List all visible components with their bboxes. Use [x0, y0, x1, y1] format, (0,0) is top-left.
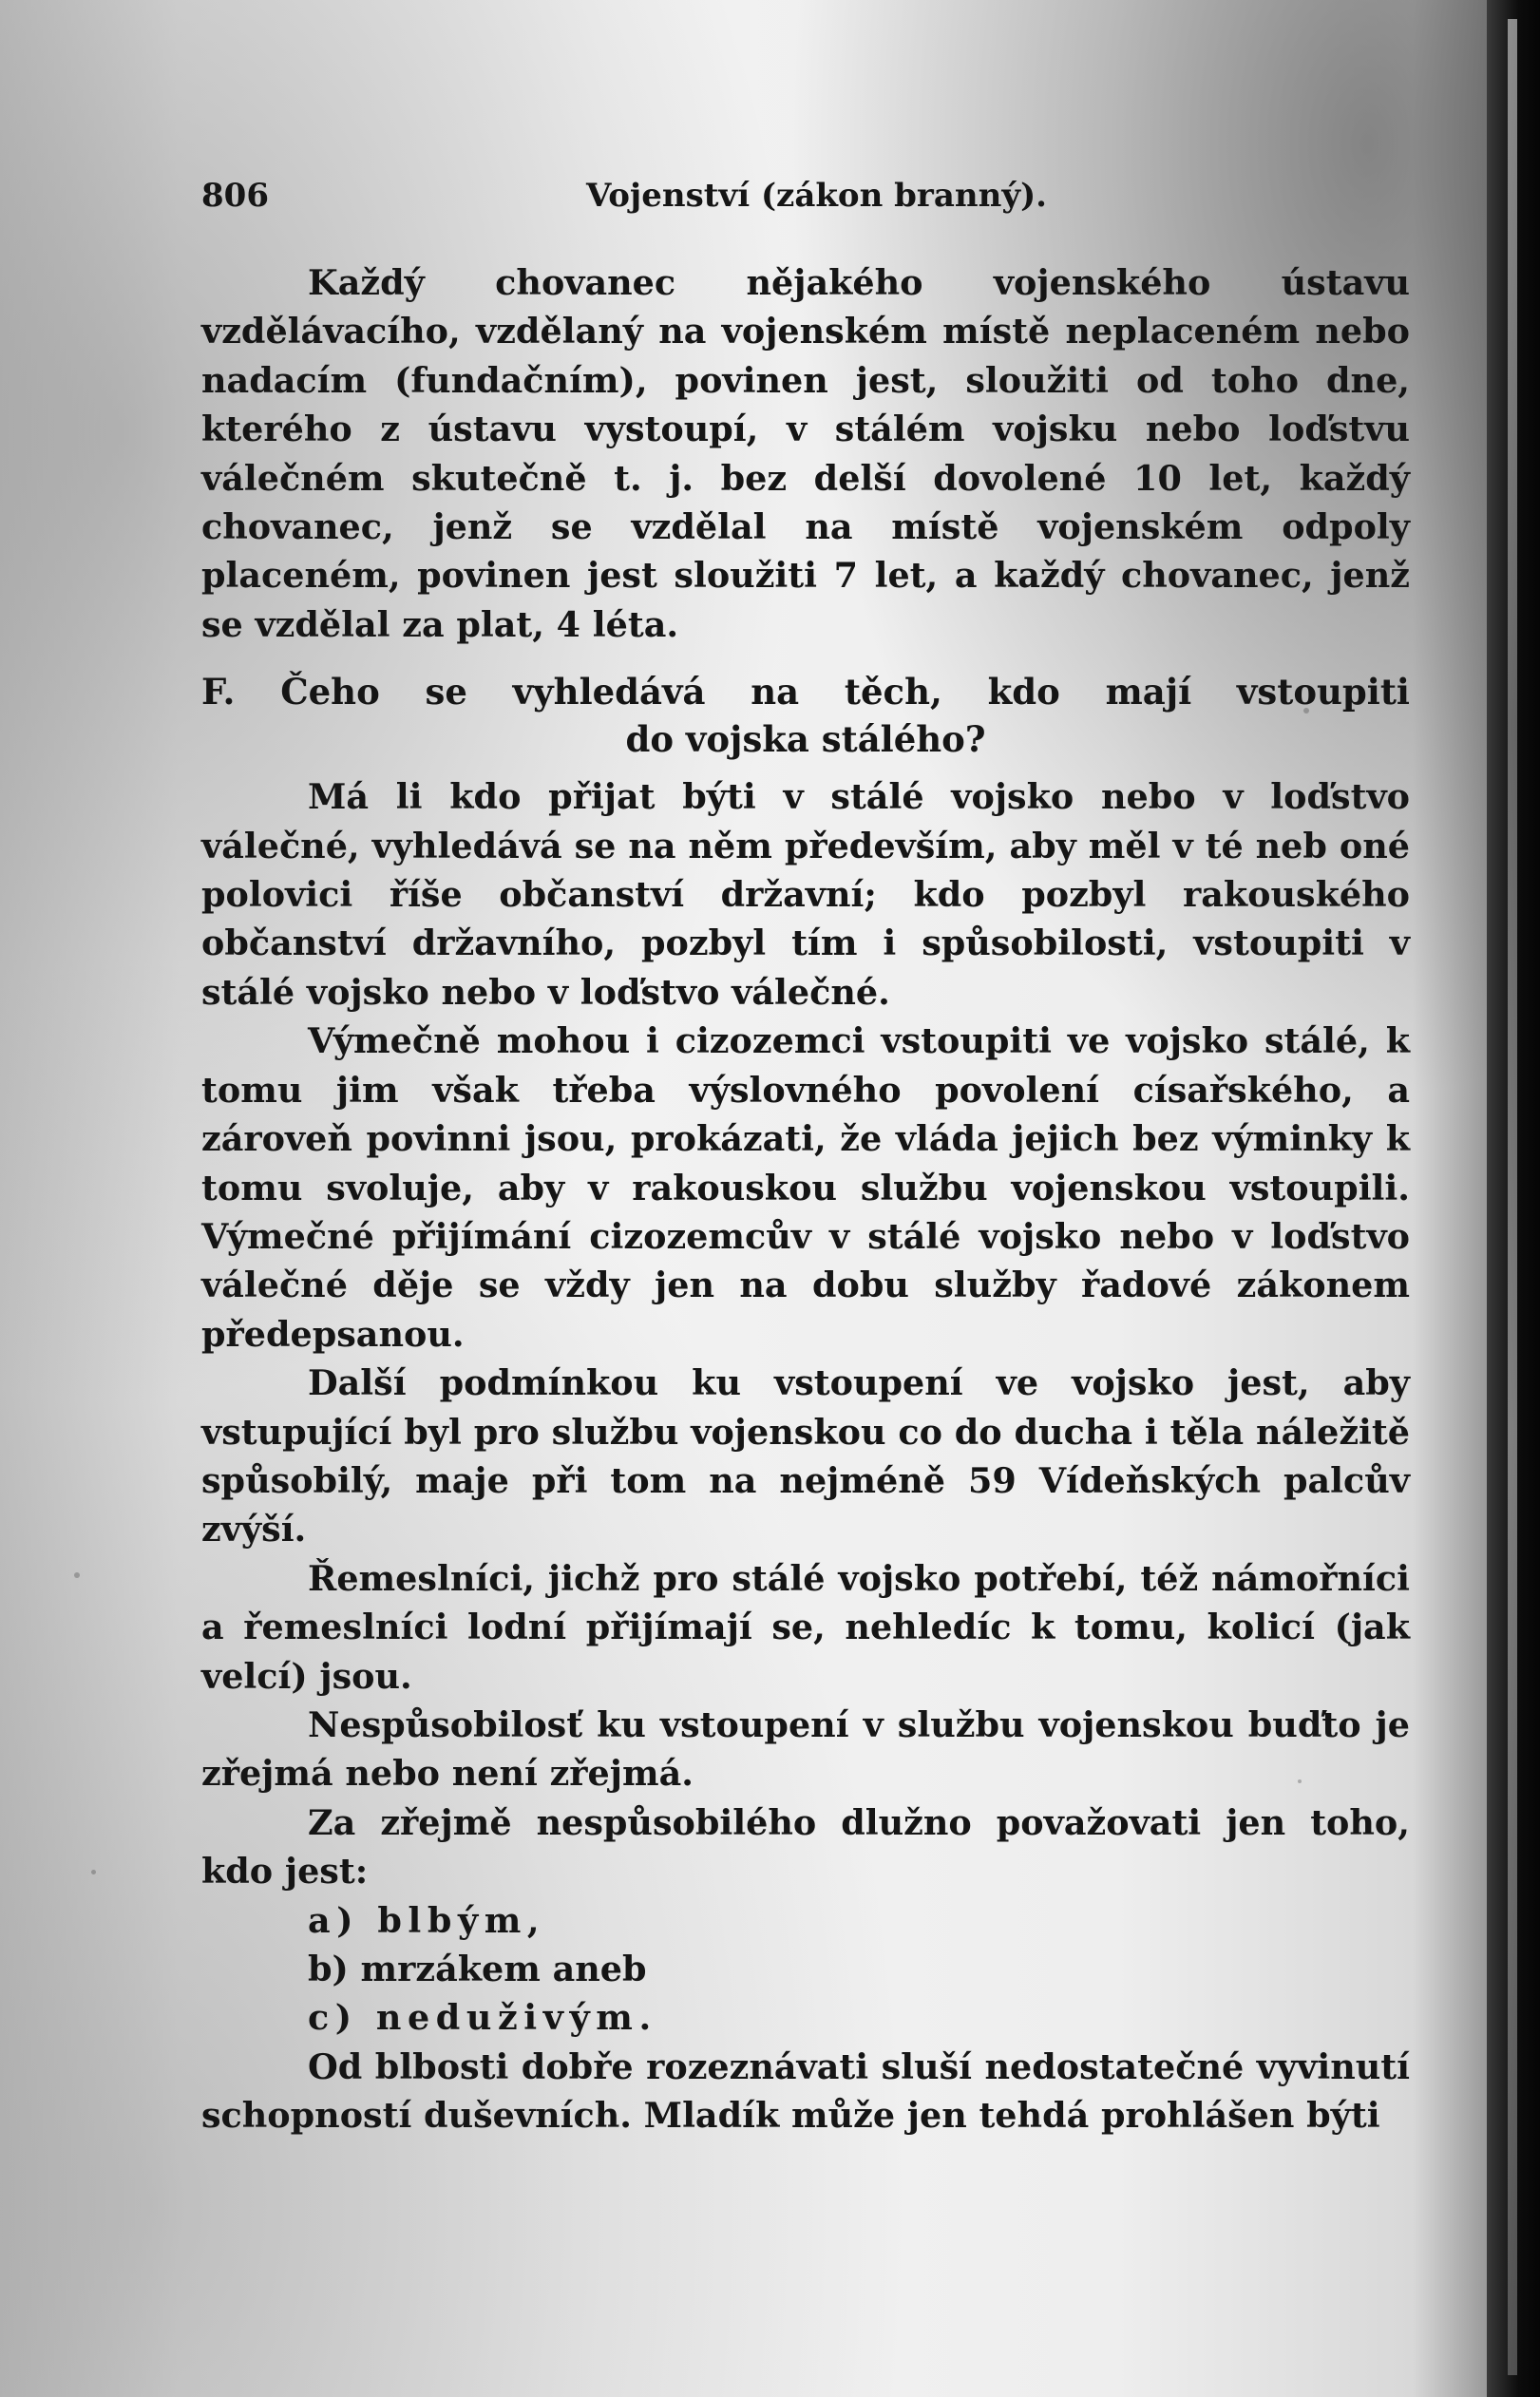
list-item: a) blbým,	[308, 1899, 546, 1941]
section-heading	[201, 668, 1410, 763]
running-title: Vojenství (zákon branný).	[586, 177, 1047, 215]
page-edge-shadow	[1487, 0, 1540, 2397]
scan-speck	[1303, 708, 1309, 713]
paragraph-obvious-unfitness: Za zřejmě nespůsobilého dlužno považovati jen toho, kdo jest:	[201, 1801, 1410, 1893]
paragraph-idiocy: Od blbosti dobře rozeznávati sluší nedostatečné vyvinutí schopností duševních. Mladík může jen tehdá prohlášen býti	[201, 2045, 1410, 2137]
page-header	[201, 177, 1047, 224]
list-item: c) neduživým.	[308, 1997, 657, 2039]
paragraph-cadets: Každý chovanec nějakého vojenského ústavu vzdělávacího, vzdělaný na vojenském místě neplaceném nebo nadacím (fundačním), povinen jest, sloužiti od toho dne, kterého z ústavu vystoupí, v stálém vojsku nebo loďstvu válečném skutečně t. j. bez delší dovolené 10 let, každý chovanec, jenž se vzdělal na místě vojenském odpoly placeném, povinen jest sloužiti 7 let, a každý chovanec, jenž se vzdělal za plat, 4 léta.	[201, 262, 1410, 645]
list-item: b) mrzákem aneb	[308, 1949, 647, 1989]
page-number: 806	[201, 177, 269, 215]
page-body	[201, 258, 1410, 2140]
section-heading-line2: do vojska stálého?	[625, 718, 986, 761]
paragraph-fitness: Další podmínkou ku vstoupení ve vojsko jest, aby vstupující byl pro službu vojenskou co do ducha i těla náležitě spůsobilý, maje při tom na nejméně 59 Vídeňských palcův zvýší.	[201, 1362, 1410, 1550]
scan-speck	[91, 1870, 96, 1874]
unfitness-list	[201, 1896, 1410, 2043]
section-heading-line1: F. Čeho se vyhledává na těch, kdo mají vstoupiti	[201, 671, 1410, 713]
paragraph-foreigners: Výmečně mohou i cizozemci vstoupiti ve vojsko stálé, k tomu jim však třeba výslovného povolení císařského, a zároveň povinni jsou, prokázati, že vláda jejich bez výminky k tomu svoluje, aby v rakouskou službu vojenskou vstoupili. Výmečné přijímání cizozemcův v stálé vojsko nebo v loďstvo válečné děje se vždy jen na dobu služby řadové zákonem předepsanou.	[201, 1020, 1410, 1355]
paragraph-citizenship: Má li kdo přijat býti v stálé vojsko nebo v loďstvo válečné, vyhledává se na něm především, aby měl v té neb oné polovici říše občanství državní; kdo pozbyl rakouského občanství državního, pozbyl tím i spůsobilosti, vstoupiti v stálé vojsko nebo v loďstvo válečné.	[201, 776, 1410, 1013]
paragraph-unfitness: Nespůsobilosť ku vstoupení v službu vojenskou buďto je zřejmá nebo není zřejmá.	[201, 1703, 1410, 1795]
scan-speck	[1298, 1779, 1302, 1783]
paragraph-craftsmen: Řemeslníci, jichž pro stálé vojsko potřebí, též námořníci a řemeslníci lodní přijímají se, nehledíc k tomu, kolicí (jak velcí) jsou.	[201, 1557, 1410, 1697]
scan-speck	[74, 1572, 80, 1578]
